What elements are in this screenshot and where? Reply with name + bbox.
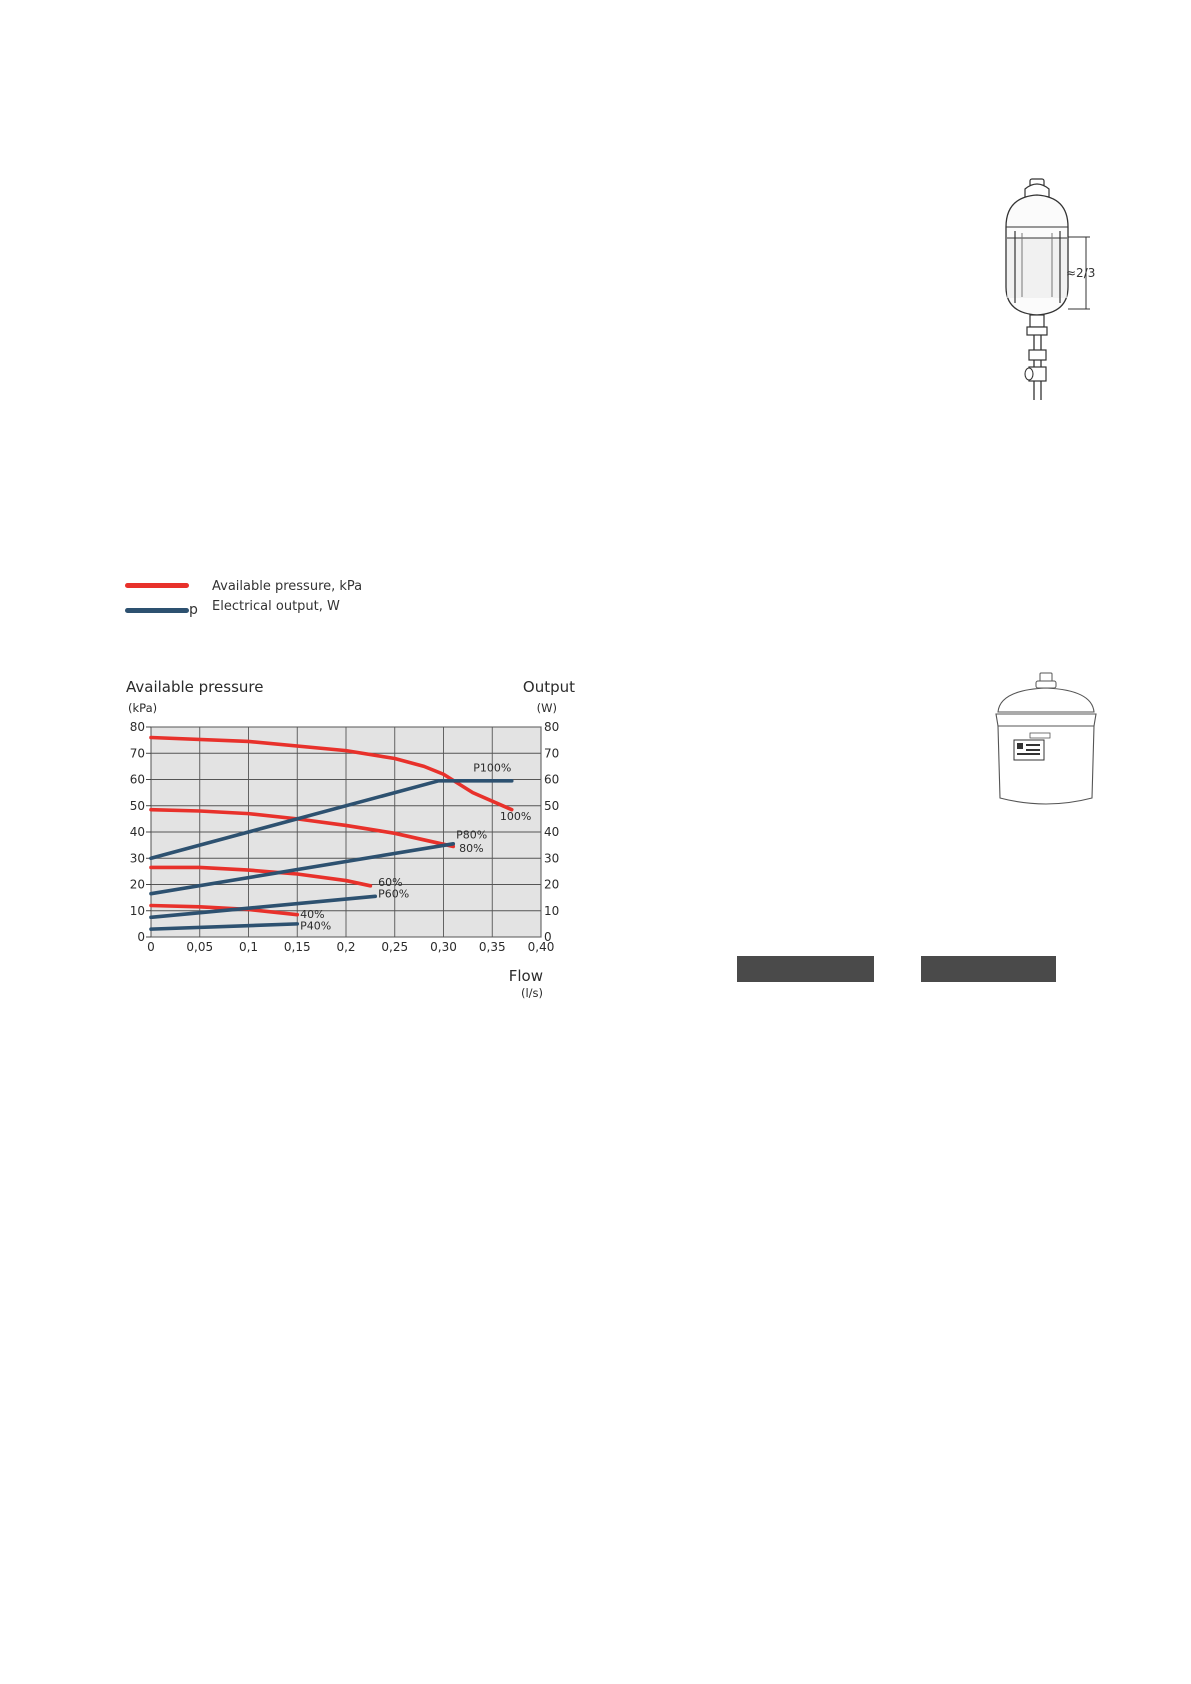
x-tick-label: 0 — [147, 940, 155, 954]
left-tick-label: 10 — [129, 903, 145, 918]
left-axis-unit: (kPa) — [128, 701, 158, 715]
right-tick-label: 50 — [544, 798, 560, 813]
x-tick-label: 0,25 — [381, 940, 409, 954]
right-tick-label: 60 — [544, 772, 560, 787]
legend-pressure-swatch — [125, 583, 189, 588]
series-label: 40% — [300, 907, 325, 921]
gray-bar-left — [737, 956, 874, 982]
right-tick-label: 10 — [544, 903, 560, 918]
x-axis-title: Flow — [508, 967, 543, 985]
left-tick-label: 80 — [129, 720, 145, 734]
legend-output-swatch — [125, 608, 189, 613]
right-tick-label: 0 — [544, 930, 552, 944]
left-tick-label: 0 — [137, 930, 145, 944]
left-tick-label: 40 — [129, 825, 145, 839]
legend-pressure-label: Available pressure, kPa — [212, 579, 363, 594]
left-axis-title: Available pressure — [126, 678, 264, 696]
left-tick-label: 30 — [129, 851, 145, 866]
x-tick-label: 0,40 — [527, 940, 555, 954]
right-tick-label: 70 — [544, 746, 560, 761]
pump-curve-chart — [110, 670, 590, 1000]
series-label: 100% — [499, 810, 532, 824]
x-tick-label: 0,15 — [283, 940, 311, 954]
series-label: 80% — [459, 842, 484, 856]
series-label: P100% — [473, 761, 512, 775]
x-tick-label: 0,2 — [336, 940, 356, 954]
series-label: P40% — [300, 919, 332, 933]
x-tick-label: 0,30 — [430, 940, 457, 954]
legend-output-marker: p — [189, 602, 198, 618]
expansion-vessel-icon — [990, 670, 1105, 820]
level-label: ≈2/3 — [1066, 266, 1096, 280]
left-tick-label: 60 — [129, 772, 145, 787]
x-axis-unit: (l/s) — [520, 986, 543, 1000]
right-tick-label: 80 — [544, 720, 560, 734]
x-tick-label: 0,05 — [186, 940, 214, 954]
expansion-tank-gauge-icon — [990, 175, 1110, 400]
left-tick-label: 50 — [129, 798, 145, 813]
right-tick-label: 40 — [544, 825, 560, 839]
right-axis-unit: (W) — [536, 701, 557, 715]
legend-output-label: Electrical output, W — [212, 599, 340, 614]
series-label: P80% — [456, 828, 488, 842]
right-tick-label: 30 — [544, 851, 560, 866]
series-label: 60% — [378, 875, 403, 889]
x-tick-label: 0,35 — [478, 940, 506, 954]
left-tick-label: 20 — [129, 877, 145, 892]
right-axis-title: Output — [522, 678, 575, 696]
gray-bar-right — [921, 956, 1056, 982]
right-tick-label: 20 — [544, 877, 560, 892]
left-tick-label: 70 — [129, 746, 145, 761]
x-tick-label: 0,1 — [238, 940, 259, 954]
series-label: P60% — [378, 887, 410, 901]
